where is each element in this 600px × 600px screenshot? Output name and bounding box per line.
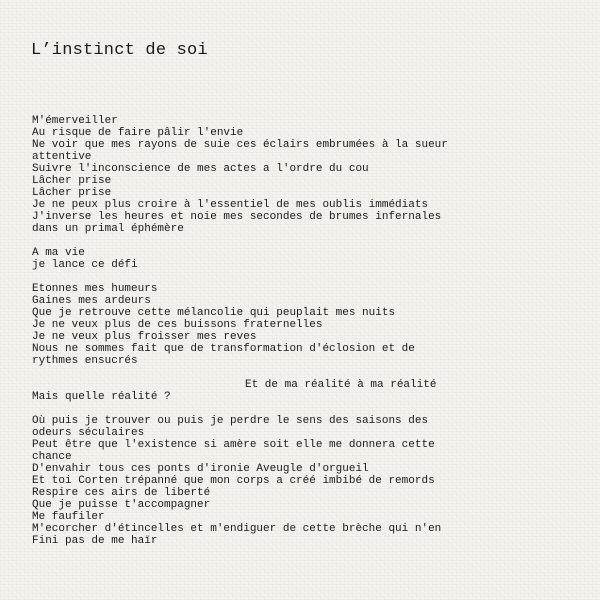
- poem-line: Lâcher prise: [32, 175, 112, 187]
- poem-line: attentive: [32, 151, 92, 163]
- stanza-gap: [32, 403, 572, 415]
- poem-line: Où puis je trouver ou puis je perdre le sens des saisons des: [32, 415, 429, 427]
- poem-line: Lâcher prise: [32, 187, 112, 199]
- poem-line: A ma vie: [32, 247, 85, 259]
- poem-line: Fini pas de me haïr: [32, 535, 158, 547]
- poem-line: Ne voir que mes rayons de suie ces éclairs embrumées à la sueur: [32, 139, 448, 151]
- poem-line: dans un primal éphémère: [32, 223, 184, 235]
- poem-line: Etonnes mes humeurs: [32, 283, 158, 295]
- poem-line: D'envahir tous ces ponts d'ironie Aveugle d'orgueil: [32, 463, 369, 475]
- stanza-gap: [32, 235, 572, 247]
- poem-line: je lance ce défi: [32, 259, 138, 271]
- poem-line: odeurs séculaires: [32, 427, 145, 439]
- poem-line: Me faufiler: [32, 511, 105, 523]
- poem-body: [32, 115, 572, 547]
- poem-line: Que je retrouve cette mélancolie qui peuplait mes nuits: [32, 307, 396, 319]
- poem-line: Respire ces airs de liberté: [32, 487, 211, 499]
- stanza-gap: [32, 367, 572, 379]
- poem-line: Et toi Corten trépanné que mon corps a créé imbibé de remords: [32, 475, 435, 487]
- poem-line: Je ne veux plus froisser mes reves: [32, 331, 257, 343]
- poem-line: Je ne veux plus de ces buissons fraternelles: [32, 319, 323, 331]
- poem-line: Que je puisse t'accompagner: [32, 499, 211, 511]
- poem-line: Peut être que l'existence si amère soit elle me donnera cette: [32, 439, 435, 451]
- poem-line: chance: [32, 451, 72, 463]
- poem-line: M'émerveiller: [32, 115, 118, 127]
- stanza-gap: [32, 271, 572, 283]
- poem-title: L’instinct de soi: [31, 41, 208, 60]
- poem-line: J'inverse les heures et noie mes secondes de brumes infernales: [32, 211, 442, 223]
- poem-line: Mais quelle réalité ?: [32, 391, 171, 403]
- poem-line: Au risque de faire pâlir l'envie: [32, 127, 244, 139]
- poem-line: Nous ne sommes fait que de transformation d'éclosion et de: [32, 343, 415, 355]
- poem-line-indented: Et de ma réalité à ma réalité: [245, 379, 437, 391]
- poem-line: M'ecorcher d'étincelles et m'endiguer de cette brèche qui n'en: [32, 523, 442, 535]
- poem-line: rythmes ensucrés: [32, 355, 138, 367]
- poem-line: Suivre l'inconscience de mes actes a l'ordre du cou: [32, 163, 369, 175]
- poem-line: Gaines mes ardeurs: [32, 295, 151, 307]
- poem-line: Je ne peux plus croire à l'essentiel de mes oublis immédiats: [32, 199, 429, 211]
